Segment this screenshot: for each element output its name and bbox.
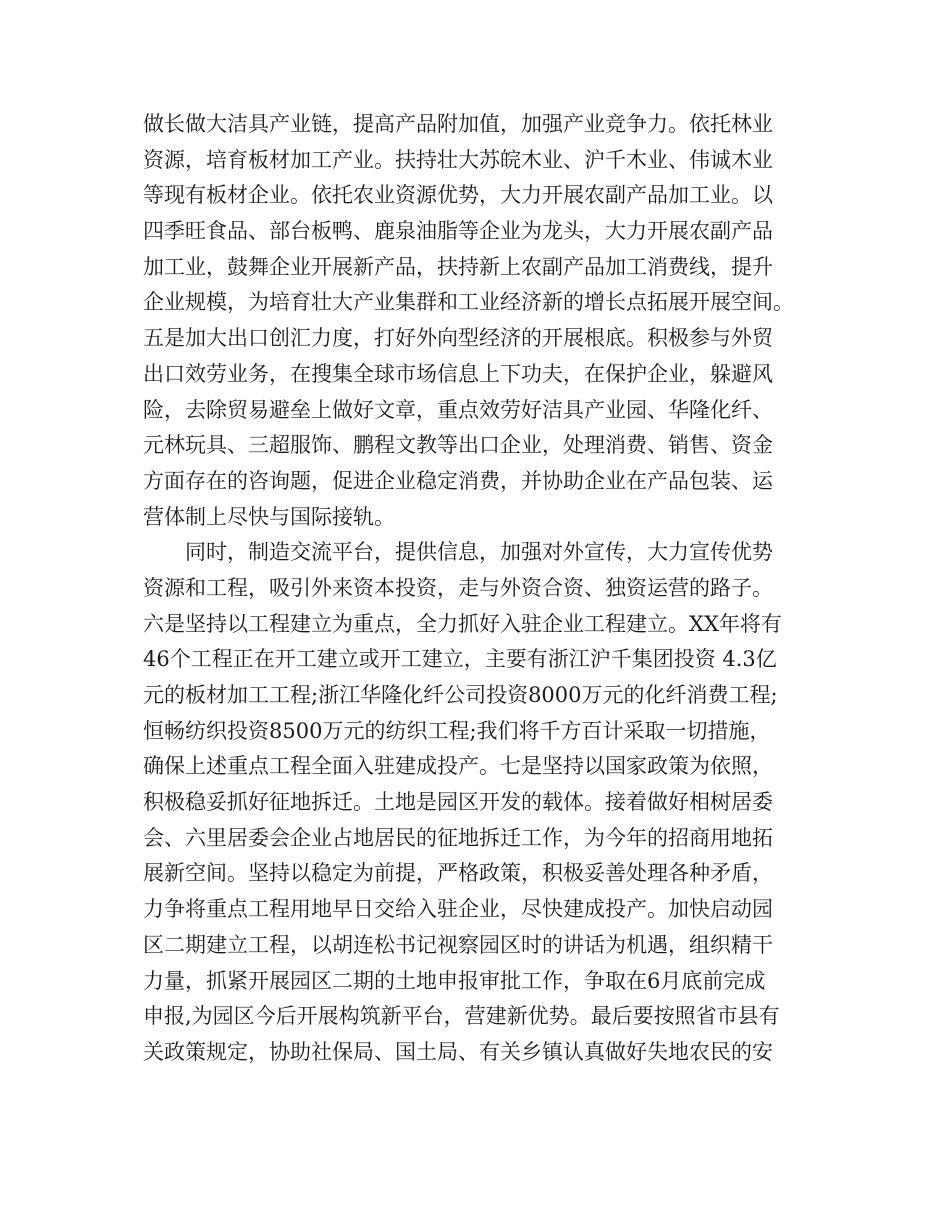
text-line: 做长做大洁具产业链，提高产品附加值，加强产业竞争力。依托林业 — [143, 112, 773, 136]
text-line: 元林玩具、三超服饰、鹏程文教等出口企业，处理消费、销售、资金 — [143, 433, 773, 458]
text-line: 申报,为园区今后开展构筑新平台，营建新优势。最后要按照省市县有 — [143, 1004, 780, 1029]
text-line: 46个工程正在开工建立或开工建立，主要有浙江沪千集团投资 4.3亿 — [143, 647, 777, 672]
text-line: 营体制上尽快与国际接轨。 — [143, 504, 395, 529]
text-line: 资源和工程，吸引外来资本投资，走与外资合资、独资运营的路子。 — [143, 575, 773, 600]
text-line: 元的板材加工工程;浙江华隆化纤公司投资8000万元的化纤消费工程; — [143, 683, 778, 707]
text-line: 恒畅纺织投资8500万元的纺织工程;我们将千方百计采取一切措施， — [143, 718, 771, 743]
text-line: 资源，培育板材加工产业。扶持壮大苏皖木业、沪千木业、伟诚木业 — [143, 147, 773, 172]
text-line: 会、六里居委会企业占地居民的征地拆迁工作，为今年的招商用地拓 — [143, 825, 773, 850]
text-line: 方面存在的咨询题，促进企业稳定消费，并协助企业在产品包装、运 — [143, 468, 773, 493]
text-line: 五是加大出口创汇力度，打好外向型经济的开展根底。积极参与外贸 — [143, 326, 773, 351]
text-line: 积极稳妥抓好征地拆迁。土地是园区开发的载体。接着做好相树居委 — [143, 790, 773, 815]
text-line: 企业规模，为培育壮大产业集群和工业经济新的增长点拓展开展空间。 — [143, 290, 794, 315]
text-line: 区二期建立工程，以胡连松书记视察园区时的讲话为机遇，组织精干 — [143, 932, 773, 957]
text-line: 六是坚持以工程建立为重点，全力抓好入驻企业工程建立。XX年将有 — [143, 611, 782, 636]
text-line: 四季旺食品、部台板鸭、鹿泉油脂等企业为龙头，大力开展农副产品 — [143, 219, 773, 244]
text-line: 加工业，鼓舞企业开展新产品，扶持新上农副产品加工消费线，提升 — [143, 254, 773, 279]
text-line: 险，去除贸易避垒上做好文章，重点效劳好洁具产业园、华隆化纤、 — [143, 397, 773, 422]
text-line: 展新空间。坚持以稳定为前提，严格政策，积极妥善处理各种矛盾， — [143, 861, 773, 886]
body-text — [143, 107, 823, 1071]
text-line: 力争将重点工程用地早日交给入驻企业，尽快建成投产。加快启动园 — [143, 897, 773, 922]
text-line: 出口效劳业务，在搜集全球市场信息上下功夫，在保护企业，躲避风 — [143, 361, 773, 386]
text-line: 力量，抓紧开展园区二期的土地申报审批工作，争取在6月底前完成 — [143, 968, 766, 993]
text-line: 关政策规定，协助社保局、国土局、有关乡镇认真做好失地农民的安 — [143, 1039, 773, 1064]
text-line: 等现有板材企业。依托农业资源优势，大力开展农副产品加工业。以 — [143, 183, 773, 208]
paragraph-start-line: 同时，制造交流平台，提供信息，加强对外宣传，大力宣传优势 — [185, 540, 773, 565]
text-line: 确保上述重点工程全面入驻建成投产。七是坚持以国家政策为依照， — [143, 754, 773, 779]
